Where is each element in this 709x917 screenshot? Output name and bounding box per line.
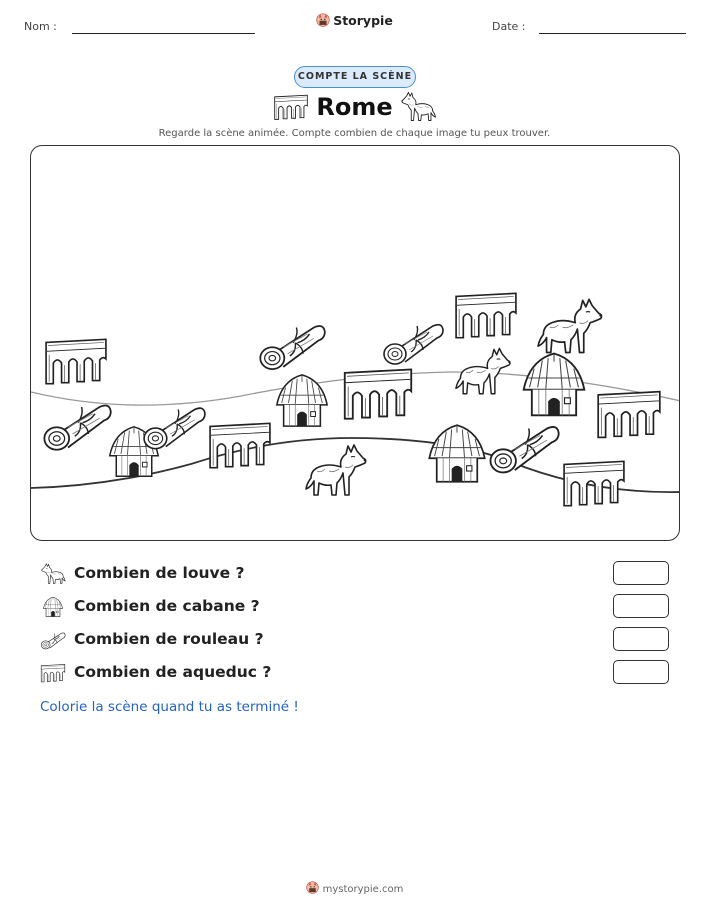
date-line[interactable]	[539, 33, 686, 34]
aqueduct-icon	[345, 369, 411, 418]
scroll-icon	[384, 325, 443, 364]
scroll-icon	[40, 629, 66, 651]
wolf-icon	[538, 299, 602, 352]
date-label: Date :	[492, 20, 526, 33]
scroll-icon	[144, 408, 205, 449]
site-footer	[0, 881, 709, 895]
aqueduct-icon	[456, 293, 516, 337]
name-line[interactable]	[72, 33, 255, 34]
question-text: Combien de aqueduc ?	[74, 663, 272, 681]
storypie-logo-icon	[306, 881, 319, 894]
brand-name: Storypie	[333, 13, 393, 28]
aqueduct-icon	[210, 423, 270, 467]
question-row	[40, 561, 670, 587]
aqueduct-icon	[46, 339, 106, 383]
brand	[0, 13, 709, 28]
instructions: Regarde la scène animée. Compte combien de chaque image tu peux trouver.	[158, 128, 551, 139]
coloring-note: Colorie la scène quand tu as terminé !	[40, 699, 299, 715]
hut-icon	[429, 425, 484, 482]
counting-scene	[30, 145, 680, 541]
aqueduct-icon	[564, 461, 624, 505]
scroll-icon	[490, 427, 558, 472]
answer-box-aqueduc[interactable]	[613, 660, 669, 684]
category-badge: COMPTE LA SCÈNE	[294, 66, 416, 88]
aqueduct-icon	[598, 392, 660, 438]
hut-icon	[40, 596, 66, 618]
aqueduct-icon	[40, 662, 66, 684]
question-row	[40, 660, 670, 686]
wolf-icon	[456, 348, 511, 393]
website-link[interactable]: mystorypie.com	[322, 884, 404, 895]
hut-icon	[524, 354, 585, 416]
wolf-icon	[400, 91, 436, 123]
answer-box-rouleau[interactable]	[613, 627, 669, 651]
page-title: Rome	[316, 93, 393, 121]
question-row	[40, 627, 670, 653]
storypie-logo-icon	[316, 13, 330, 27]
scroll-icon	[260, 326, 325, 369]
question-text: Combien de louve ?	[74, 564, 245, 582]
answer-box-cabane[interactable]	[613, 594, 669, 618]
wolf-icon	[306, 445, 366, 495]
scroll-icon	[44, 406, 110, 450]
wolf-icon	[40, 563, 66, 585]
question-text: Combien de cabane ?	[74, 597, 260, 615]
question-text: Combien de rouleau ?	[74, 630, 264, 648]
question-row	[40, 594, 670, 620]
name-label: Nom :	[24, 20, 57, 33]
answer-box-louve[interactable]	[613, 561, 669, 585]
